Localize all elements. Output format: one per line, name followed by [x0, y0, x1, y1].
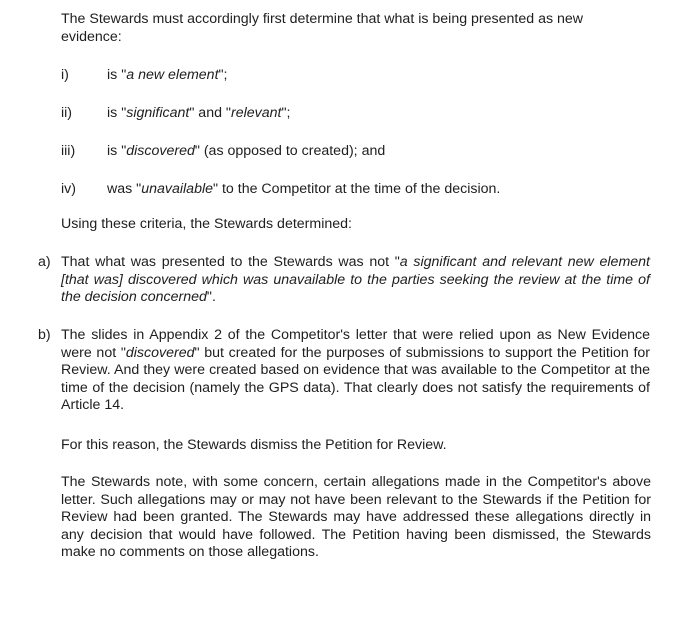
- point-b-letter: b): [38, 327, 51, 343]
- criterion-number: iv): [61, 181, 76, 197]
- criterion-number: iii): [61, 143, 76, 159]
- note-paragraph: The Stewards note, with some concern, certain allegations made in the Competitor's above letter. Such allegations may or may not have been relevant to the Stewards if the Petition for Review had been granted. The Stewards may have addressed these allegations directly in any decision that would have followed. The Petition having been dismissed, the Stewards make no comments on those allegations.: [61, 474, 651, 560]
- criterion-4: [61, 181, 661, 199]
- criterion-number: i): [61, 67, 69, 83]
- criterion-2: [61, 105, 661, 123]
- intro-line-2: evidence:: [61, 28, 122, 45]
- criterion-text: was "unavailable" to the Competitor at the time of the decision.: [107, 181, 501, 197]
- criterion-1: [61, 67, 661, 85]
- point-b: [38, 327, 650, 415]
- intro-paragraph: [61, 11, 651, 46]
- criterion-3: [61, 143, 661, 161]
- using-criteria-line: Using these criteria, the Stewards determined:: [61, 216, 352, 232]
- point-b-text: The slides in Appendix 2 of the Competitor's letter that were relied upon as New Evidence were not "discovered" but created for the purposes of submissions to support the Petition for Review. And they were created based on evidence that was available to the Competitor at the time of the decision (namely the GPS data). That clearly does not satisfy the requirements of Article 14.: [61, 327, 650, 413]
- intro-line-1: The Stewards must accordingly first determine that what is being presented as new: [61, 11, 584, 27]
- dismiss-paragraph: For this reason, the Stewards dismiss the Petition for Review.: [61, 437, 447, 453]
- point-a-letter: a): [38, 254, 51, 270]
- criterion-text: is "discovered" (as opposed to created); and: [107, 143, 386, 159]
- point-a: [38, 254, 650, 307]
- criterion-text: is "significant" and "relevant";: [107, 105, 291, 121]
- point-a-text: That what was presented to the Stewards was not "a significant and relevant new element [that was] discovered which was unavailable to the parties seeking the review at the time of the decision concerned".: [61, 254, 650, 305]
- criterion-text: is "a new element";: [107, 67, 228, 83]
- criterion-number: ii): [61, 105, 73, 121]
